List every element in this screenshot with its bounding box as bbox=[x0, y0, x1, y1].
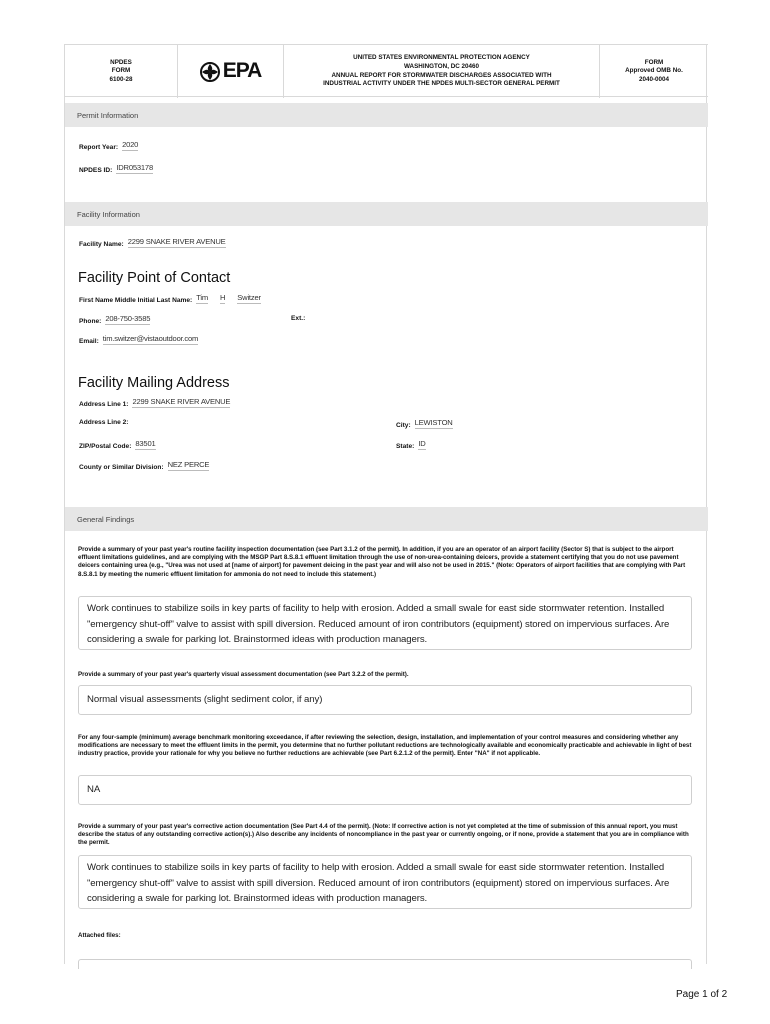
contact-section-title: Facility Point of Contact bbox=[78, 270, 231, 286]
email-value: tim.switzer@vistaoutdoor.com bbox=[102, 334, 199, 343]
address-line-2-label: Address Line 2: bbox=[79, 419, 129, 426]
epa-logo bbox=[177, 45, 283, 98]
benchmark-answer-field[interactable]: NA bbox=[78, 775, 692, 805]
zip-row bbox=[79, 439, 156, 450]
facility-name-label: Facility Name: bbox=[79, 241, 124, 248]
npdes-id-row bbox=[79, 163, 153, 174]
report-year-label: Report Year: bbox=[79, 144, 119, 151]
address-line-1-row bbox=[79, 397, 230, 408]
epa-flower-icon bbox=[200, 62, 220, 82]
first-name-value: Tim bbox=[196, 293, 208, 302]
city-row bbox=[396, 418, 453, 429]
corrective-action-question: Provide a summary of your past year's corrective action documentation (See Part 4.4 of the permit). (Note: If corrective action is not yet completed at the time of submission of this annual report, you must describe the status of any outstanding corrective action(s).) Also describe any incidents of noncompliance in the past year or currently ongoing, or if none, provide a statement that you are in compliance with the permit. bbox=[78, 823, 689, 847]
last-name-value: Switzer bbox=[237, 293, 261, 302]
phone-value: 208-750-3585 bbox=[105, 314, 151, 323]
county-value: NEZ PERCE bbox=[167, 460, 210, 469]
corrective-action-answer-field[interactable]: Work continues to stabilize soils in key parts of facility to help with erosion. Added a small swale for east side stormwater retention. Installed "emergency shut-off" valve to assist with spill diversion. Reduced amount of iron contributors (equipment) stored on impervious surfaces. Are considering a swale for parking lot. Brainstormed ideas with production managers. bbox=[78, 855, 692, 909]
facility-name-value: 2299 SNAKE RIVER AVENUE bbox=[127, 237, 226, 246]
visual-assessment-question: Provide a summary of your past year's quarterly visual assessment documentation (see Part 3.2.2 of the permit). bbox=[78, 671, 409, 678]
city-value: LEWISTON bbox=[414, 418, 453, 427]
contact-name-row bbox=[79, 293, 261, 304]
inspection-question: Provide a summary of your past year's routine facility inspection documentation (see Part 3.1.2 of the permit). In addition, if you are an operator of an airport facility (Sector S) that is subject to the airport effluent limitations guidelines, and are complying with the MSGP Part 8.S.8.1 effluent limitation through the use of non-urea-containing deicers, provide a statement certifying that you do not use pavement deicers containing urea (e.g., "Urea was not used at [name of airport] for pavement deicing in the past year and will also not be used in 2015." (Note: Operators of airport facilities that are complying with Part 8.S.8.1 by meeting the numeric effluent limitation for ammonia do not need to include this statement.) bbox=[78, 546, 686, 578]
county-label: County or Similar Division: bbox=[79, 464, 164, 471]
email-label: Email: bbox=[79, 338, 99, 345]
state-value: ID bbox=[418, 439, 426, 448]
agency-title: UNITED STATES ENVIRONMENTAL PROTECTION AGENCY WASHINGTON, DC 20460 ANNUAL REPORT FOR STORMWATER DISCHARGES ASSOCIATED WITH INDUSTRIAL ACTIVITY UNDER THE NPDES MULTI-SECTOR GENERAL PERMIT bbox=[283, 45, 599, 98]
address-line-1-value: 2299 SNAKE RIVER AVENUE bbox=[132, 397, 231, 406]
report-year-value: 2020 bbox=[122, 140, 139, 149]
annual-report-form bbox=[64, 44, 707, 964]
npdes-form-number: NPDES FORM 6100-28 bbox=[109, 58, 133, 83]
omb-approval: FORM Approved OMB No. 2040-0004 bbox=[599, 45, 708, 98]
facility-name-row bbox=[79, 237, 226, 248]
attached-files-label: Attached files: bbox=[78, 932, 121, 939]
address-line-2-row bbox=[79, 419, 132, 426]
address-line-1-label: Address Line 1: bbox=[79, 401, 129, 408]
ext-label: Ext.: bbox=[291, 315, 306, 322]
inspection-answer-field[interactable]: Work continues to stabilize soils in key parts of facility to help with erosion. Added a small swale for east side stormwater retention. Installed "emergency shut-off" valve to assist with spill diversion. Reduced amount of iron contributors (equipment) stored on impervious surfaces. Are considering a swale for parking lot. Brainstormed ideas with production managers. bbox=[78, 596, 692, 650]
page-number: Page 1 of 2 bbox=[676, 989, 728, 1000]
form-header bbox=[65, 44, 708, 97]
facility-information-band: Facility Information bbox=[65, 202, 708, 226]
county-row bbox=[79, 460, 209, 471]
state-row bbox=[396, 439, 426, 450]
epa-wordmark: EPA bbox=[222, 59, 262, 83]
phone-row bbox=[79, 314, 150, 325]
phone-label: Phone: bbox=[79, 318, 102, 325]
email-row bbox=[79, 334, 198, 345]
visual-assessment-answer-field[interactable]: Normal visual assessments (slight sediment color, if any) bbox=[78, 685, 692, 715]
npdes-id-value: IDR053178 bbox=[116, 163, 153, 172]
middle-initial-value: H bbox=[220, 293, 226, 302]
benchmark-question: For any four-sample (minimum) average benchmark monitoring exceedance, if after reviewing the selection, design, installation, and implementation of your control measures and considering whether any modifications are necessary to meet the effluent limits in the permit, you determine that no further pollutant reductions are technologically available and economically practicable and achievable in light of best industry practice, provide your rationale for why you believe no further reductions are achievable (see Part 6.2.1.2 of the permit). Enter "NA" if not applicable. bbox=[78, 734, 692, 758]
permit-information-band: Permit Information bbox=[65, 103, 708, 127]
npdes-id-label: NPDES ID: bbox=[79, 167, 113, 174]
report-year-row bbox=[79, 140, 138, 151]
state-label: State: bbox=[396, 443, 415, 450]
mailing-section-title: Facility Mailing Address bbox=[78, 375, 230, 391]
zip-value: 83501 bbox=[135, 439, 156, 448]
general-findings-band: General Findings bbox=[65, 507, 708, 531]
ext-row bbox=[291, 315, 309, 322]
contact-name-label: First Name Middle Initial Last Name: bbox=[79, 297, 193, 304]
attached-files-area[interactable] bbox=[78, 959, 692, 969]
zip-label: ZIP/Postal Code: bbox=[79, 443, 132, 450]
city-label: City: bbox=[396, 422, 411, 429]
